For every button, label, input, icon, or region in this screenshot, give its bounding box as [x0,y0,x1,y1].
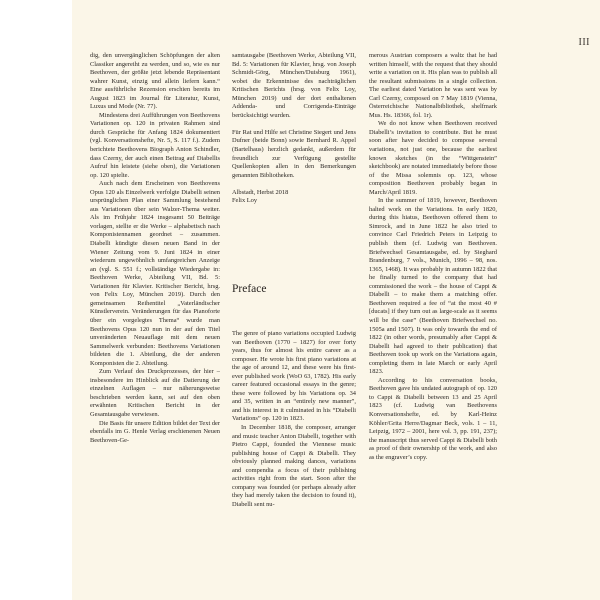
german-conclusion-column [232,52,356,206]
paragraph-gap [232,120,356,129]
paragraph: Mindestens drei Aufführungen von Beethovens Variationen op. 120 in privaten Rahmen sind durch Gespräche für Anfang 1824 dokumentiert (vgl. Konversationshefte, Nr. 5, S. 117 f.). Zudem berichtete Beethovens Biograph Anton Schindler, dass Czerny, der auch einen Beitrag auf Diabellis Aufruf hin leistete (siehe oben), die Variationen op. 120 spielte. [90,111,220,179]
preface-heading: Preface [232,283,267,295]
paragraph: The genre of piano variations occupied Ludwig van Beethoven (1770 – 1827) for over forty years, thus for almost his entire career as a composer. He wrote his first piano variations at the age of around 12, and these were his first-ever published work (WoO 63, 1782). His early career featured occasional essays in the genre; these were followed by his Variations op. 34 and 35, written in an “entirely new manner”, and his interest in it culminated in his “Diabelli Variations” op. 120 in 1823. [232,330,356,423]
english-text-column [369,52,497,462]
german-text-column [90,52,220,445]
score-preface-page [72,0,600,600]
paragraph: According to his conversation books, Beethoven gave his undated autograph of op. 120 to Cappi & Diabelli between 13 and 25 April 1823 (cf. Ludwig van Beethovens Konversationshefte, ed. by Karl-Heinz Köhler/Grita Herre/Dagmar Beck, vols. 1 – 11, Leipzig, 1972 – 2001, here vol. 3, pp. 191, 237); the manuscript thus served Cappi & Diabelli both as proof of their ownership of the work, and also as the engraver’s copy. [369,376,497,461]
place-date: Albstadt, Herbst 2018 [232,188,289,196]
page-number: III [578,37,590,48]
paragraph: merous Austrian composers a waltz that he had written himself, with the request that they should write a variation on it. His plan was to publish all the resultant submissions in a single collection. The earliest dated Variation he was sent was by Carl Czerny, composed on 7 May 1819 (Vienna, Österreichische Nationalbibliothek, shelfmark Mus. Hs. 18366, fol. 1r). [369,52,497,119]
acknowledgements-paragraph: Für Rat und Hilfe sei Christine Siegert und Jens Dufner (beide Bonn) sowie Bernhard R. Appel (Bartelhaus) herzlich gedankt, außerdem für freundlich zur Verfügung gestellte Quellenkopien allen in den Bemerkungen genannten Bibliotheken. [232,128,356,179]
paragraph: In the summer of 1819, however, Beethoven halted work on the Variations. In early 1820, during this hiatus, Beethoven offered them to Simrock, and in June 1822 he also tried to convince Carl Friedrich Peters in Leipzig to publish them (cf. Ludwig van Beethoven. Briefwechsel Gesamtausgabe, ed. by Sieghard Brandenburg, 7 vols., Munich, 1996 – 98, nos. 1365, 1468). It was probably in autumn 1822 that he finally turned to the company that had commissioned the work – the house of Cappi & Diabelli – to make them a matching offer. Beethoven required a fee of “at the most 40 # [ducats] if they turn out as large-scale as it seems will be the case” (Beethoven Briefwechsel no. 1505a and 1507). It was only towards the end of 1822 (in other words, presumably after Cappi & Diabelli had agreed to their publication) that Beethoven took up work on the Variations again, completing them in late March or early April 1823. [369,197,497,376]
paragraph-gap [232,180,356,189]
author-signature: Felix Loy [232,197,258,205]
paragraph: Auch nach dem Erscheinen von Beethovens Opus 120 als Einzelwerk verfolgte Diabelli seinen ursprünglichen Plan einer Sammlung bestehend aus Variationen über sein Walzer-Thema weiter. Als im Frühjahr 1824 insgesamt 50 Beiträge vorlagen, stellte er die Werke – alphabetisch nach Komponistennamen geordnet – zusammen. Diabelli kündigte diesen neuen Band in der Wiener Zeitung vom 9. Juni 1824 in einer wiederum ungewöhnlich umfangreichen Anzeige an (vgl. S. 551 f.; vollständige Wiedergabe in: Beethoven Werke, Abteilung VII, Bd. 5: Variationen für Klavier. Kritischer Bericht, hrsg. von Felix Loy, München 2019). Durch den gemeinsamen Reihentitel „Vaterländischer Künstlerverein. Veränderungen für das Pianoforte über ein vorgelegtes Thema“ wurde man Beethovens Opus 120 nun in der auf den Titel unveränderten Neuauflage mit dem neuen Sammelwerk verbunden: Beethovens Variationen bildeten die 1. Abteilung, die der anderen Komponisten die 2. Abteilung. [90,180,220,367]
preface-text-column [232,330,356,509]
paragraph: We do not know when Beethoven received Diabelli’s invitation to contribute. But he must soon after have decided to compose several variations, not just one, because the earliest known sketches (in the “Wittgenstein” sketchbook) are notated immediately before those of the Missa solemnis op. 123, whose composition Beethoven probably began in March/April 1819. [369,120,497,196]
paragraph: In December 1818, the composer, arranger and music teacher Anton Diabelli, together with Pietro Cappi, founded the Viennese music publishing house of Cappi & Diabelli. They obviously planned making dances, variations and compendia a focus of their publishing activities right from the start. Soon after the company was founded (or perhaps already after they had merely taken the decision to found it), Diabelli sent nu- [232,424,356,508]
paragraph: samtausgabe (Beethoven Werke, Abteilung VII, Bd. 5: Variationen für Klavier, hrsg. von Joseph Schmidt-Görg, München/Duisburg 1961), wobei die Erkenntnisse des nachträglichen Kritischen Berichts (hrsg. von Felix Loy, München 2019) und der dort enthaltenen Addenda- und Corrigenda-Einträge berücksichtigt wurden. [232,52,356,119]
paragraph: Die Basis für unsere Edition bildet der Text der ebenfalls im G. Henle Verlag erschienenen Neuen Beethoven-Ge- [90,419,220,444]
paragraph: dig, den unvergänglichen Schöpfungen der alten Classiker angereiht zu werden, und so, wie es nur Beethoven, der größte jetzt lebende Repräsentant wahrer Kunst, einzig und allein liefern kann.“ Eine ausführliche Rezension erschien bereits im August 1823 im Journal für Literatur, Kunst, Luxus und Mode (Nr. 77). [90,52,220,111]
paragraph: Zum Verlauf des Druckprozesses, der hier – insbesondere im Hinblick auf die Datierung der einzelnen Auflagen – nur näherungsweise beschrieben werden kann, sei auf den oben erwähnten Kritischen Bericht in der Gesamtausgabe verwiesen. [90,368,220,418]
